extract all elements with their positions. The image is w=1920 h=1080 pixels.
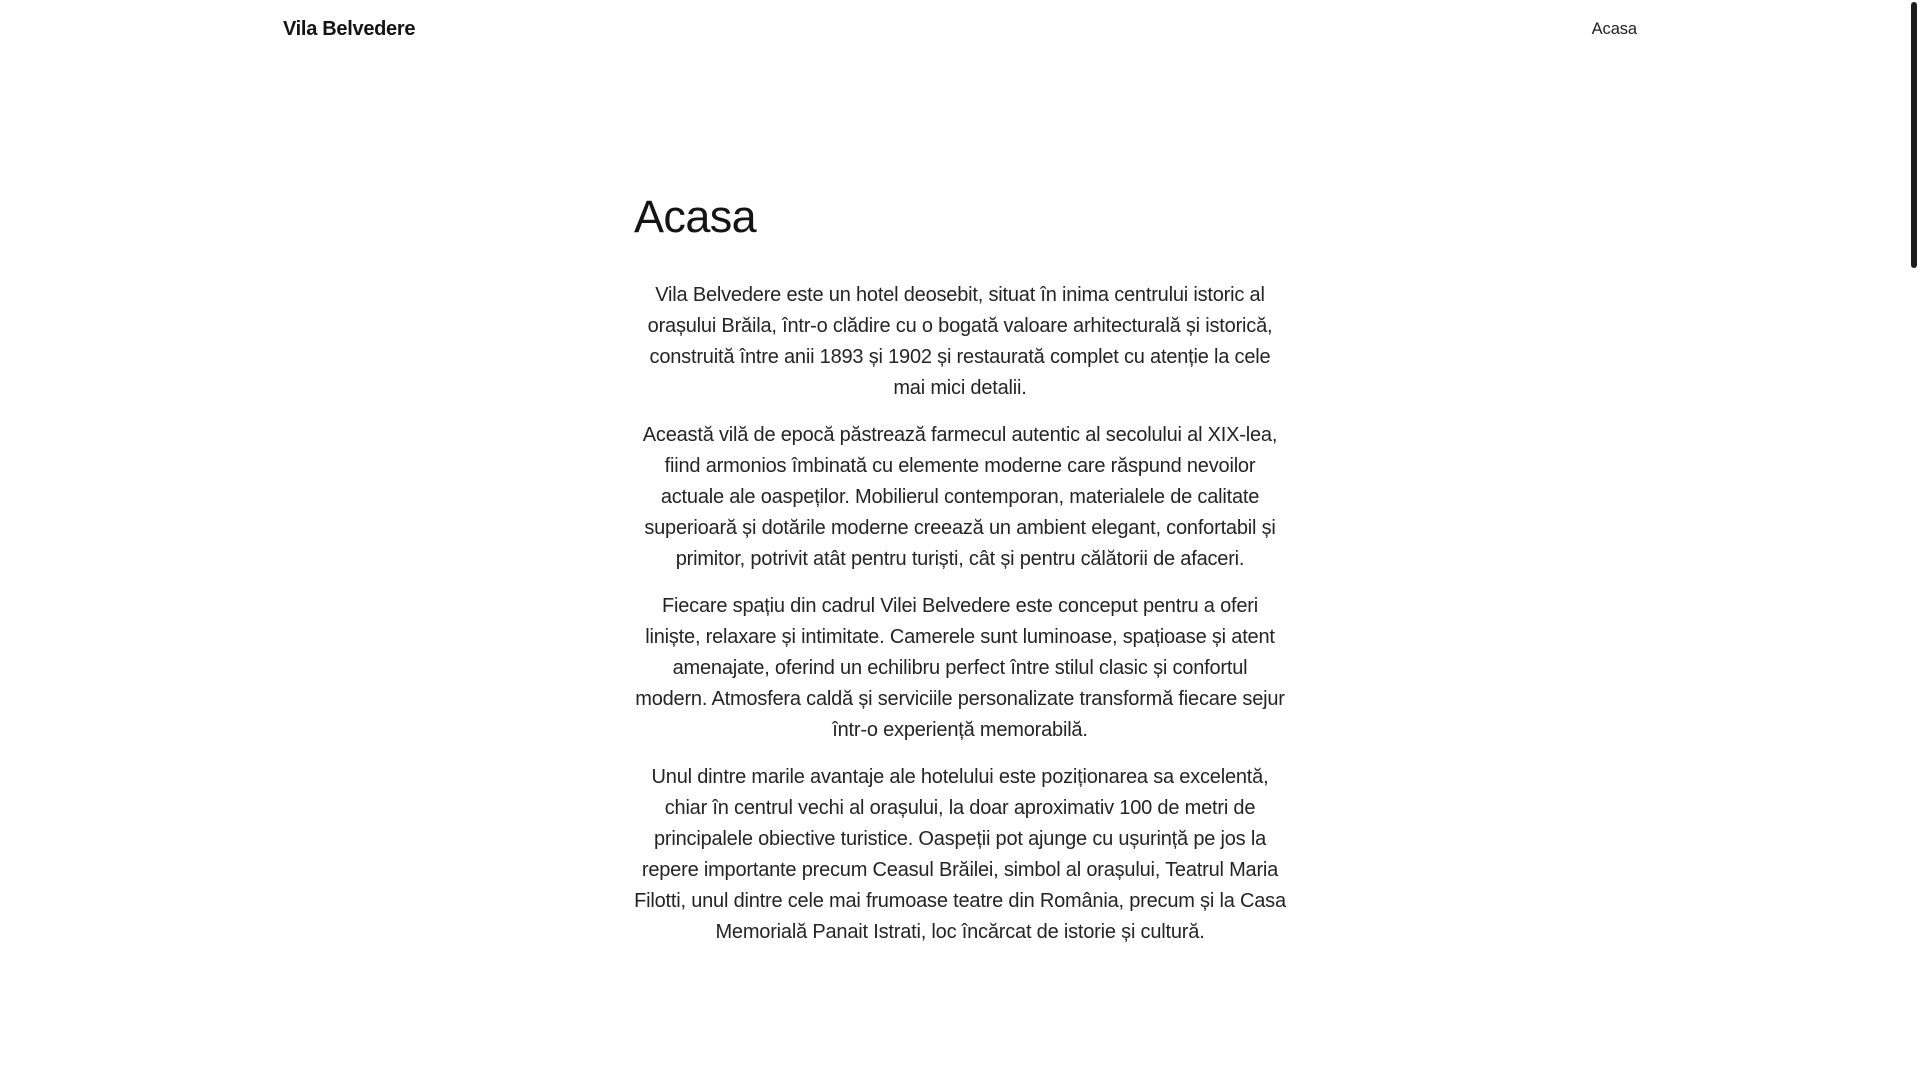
intro-paragraph-2: Această vilă de epocă păstrează farmecul autentic al secolului al XIX-lea, fiind armonios îmbinată cu elemente moderne care răspund nevoilor actuale ale oaspeților. Mobilierul contemporan, materialele de calitate superioară și dotările moderne creează un ambient elegant, confortabil și primitor, potrivit atât pentru turiști, cât și pentru călătorii de afaceri. bbox=[642, 424, 1278, 571]
intro-paragraph-1: Vila Belvedere este un hotel deosebit, situat în inima centrului istoric al orașului Brăila, într-o clădire cu o bogată valoare arhitecturală și istorică, construită între anii 1893 și 1902 și restaurată complet cu atenție la cele mai mici detalii. bbox=[647, 284, 1273, 400]
intro-paragraph-4: Unul dintre marile avantaje ale hotelului este poziționarea sa excelentă, chiar în centrul vechi al orașului, la doar aproximativ 100 de metri de principalele obiective turistice. Oaspeții pot ajunge cu ușurință pe jos la repere importante precum Ceasul Brăilei, simbol al orașului, Teatrul Maria Filotti, unul dintre cele mai frumoase teatre din România, precum și la Casa Memorială Panait Istrati, loc încărcat de istorie și cultură. bbox=[634, 766, 1286, 944]
intro-paragraph-3: Fiecare spațiu din cadrul Vilei Belvedere este conceput pentru a oferi liniște, relaxare și intimitate. Camerele sunt luminoase, spațioase și atent amenajate, oferind un echilibru perfect între stilul clasic și confortul modern. Atmosfera caldă și serviciile personalizate transformă fiecare sejur într-o experiență memorabilă. bbox=[635, 595, 1285, 742]
scrollbar-track bbox=[1908, 0, 1920, 1080]
main-nav bbox=[1592, 16, 1637, 42]
nav-link-acasa[interactable]: Acasa bbox=[1591, 20, 1637, 38]
main-content bbox=[634, 192, 1286, 948]
page-title: Acasa bbox=[634, 191, 757, 242]
scrollbar-thumb[interactable] bbox=[1911, 2, 1917, 268]
header-inner bbox=[283, 16, 1637, 42]
brand-logo[interactable]: Vila Belvedere bbox=[283, 18, 416, 40]
site-header bbox=[0, 0, 1920, 42]
